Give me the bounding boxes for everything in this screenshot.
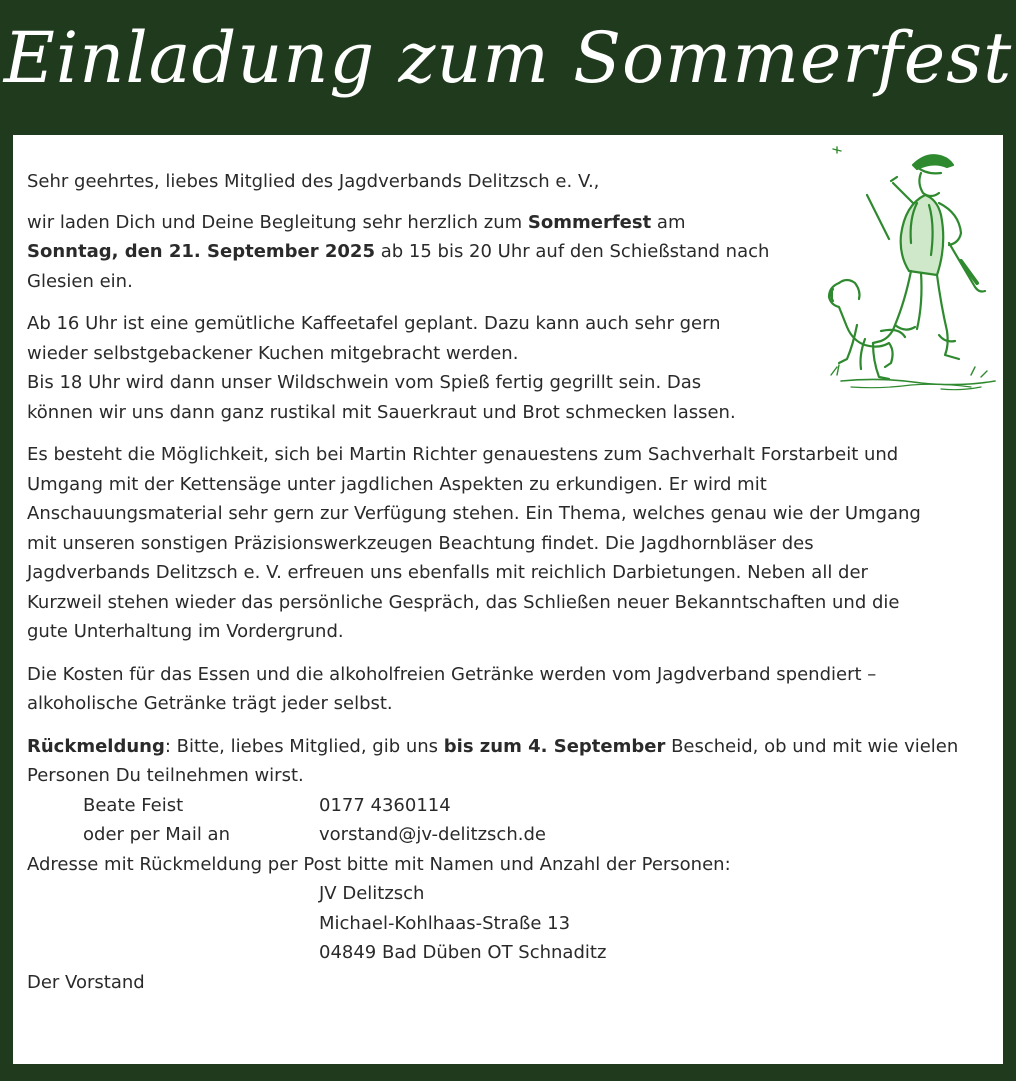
contact-phone[interactable]: 0177 4360114: [319, 794, 451, 816]
rsvp-line-2: Personen Du teilnehmen wirst.: [27, 765, 304, 786]
intro-text: wir laden Dich und Deine Begleitung sehr herzlich zum: [27, 211, 528, 233]
letter-body: [27, 167, 999, 997]
intro-line-2: [27, 241, 769, 262]
program-line-1: Es besteht die Möglichkeit, sich bei Martin Richter genauestens zum Sachverhalt Forstarbeit und: [27, 444, 899, 465]
food-paragraph: [27, 309, 797, 427]
intro-paragraph: [27, 208, 797, 297]
post-note: Adresse mit Rückmeldung per Post bitte mit Namen und Anzahl der Personen:: [27, 853, 731, 875]
rsvp-label: Rückmeldung: [27, 735, 165, 757]
costs-paragraph: [27, 660, 999, 719]
program-line-3: Anschauungsmaterial sehr gern zur Verfügung stehen. Ein Thema, welches genau wie der Umgang: [27, 503, 921, 524]
contact-mail-row: [27, 820, 999, 850]
rsvp-section: [27, 732, 999, 998]
rsvp-text: : Bitte, liebes Mitglied, gib uns: [164, 735, 444, 757]
food-line-3: Bis 18 Uhr wird dann unser Wildschwein vom Spieß fertig gegrillt sein. Das: [27, 372, 702, 393]
intro-line-3: Glesien ein.: [27, 270, 133, 292]
food-line-4: können wir uns dann ganz rustikal mit Sauerkraut und Brot schmecken lassen.: [27, 401, 736, 423]
program-line-2: Umgang mit der Kettensäge unter jagdlichen Aspekten zu erkundigen. Er wird mit: [27, 473, 767, 495]
rsvp-deadline: bis zum 4. September: [443, 735, 666, 757]
contact-email[interactable]: vorstand@jv-delitzsch.de: [319, 824, 546, 845]
costs-line-2: alkoholische Getränke trägt jeder selbst.: [27, 693, 393, 714]
contact-name: Beate Feist: [83, 794, 184, 816]
costs-line-1: Die Kosten für das Essen und die alkoholfreien Getränke werden vom Jagdverband spendiert –: [27, 663, 877, 685]
letter-sheet: [13, 135, 1003, 1064]
intro-line-1: [27, 212, 686, 233]
program-line-5: Jagdverbands Delitzsch e. V. erfreuen uns ebenfalls mit reichlich Darbietungen. Neben all der: [27, 562, 868, 583]
address-line-2: Michael-Kohlhaas-Straße 13: [319, 912, 571, 934]
address-line-3: 04849 Bad Düben OT Schnaditz: [319, 942, 607, 963]
food-line-1: Ab 16 Uhr ist eine gemütliche Kaffeetafel geplant. Dazu kann auch sehr gern: [27, 313, 721, 334]
intro-text-end: am: [651, 211, 686, 233]
program-line-4: mit unseren sonstigen Präzisionswerkzeugen Beachtung findet. Die Jagdhornbläser des: [27, 532, 814, 554]
signature: Der Vorstand: [27, 971, 145, 993]
event-time-place: ab 15 bis 20 Uhr auf den Schießstand nach: [375, 241, 770, 262]
salutation: Sehr geehrtes, liebes Mitglied des Jagdverbands Delitzsch e. V.,: [27, 171, 600, 192]
food-line-2: wieder selbstgebackener Kuchen mitgebracht werden.: [27, 342, 519, 364]
program-line-7: gute Unterhaltung im Vordergrund.: [27, 621, 344, 642]
header-band: [0, 0, 1016, 128]
page-title: Einladung zum Sommerfest: [3, 17, 1013, 99]
mail-label: oder per Mail an: [83, 824, 230, 845]
contact-phone-row: [27, 791, 999, 821]
program-line-6: Kurzweil stehen wieder das persönliche Gespräch, das Schließen neuer Bekanntschaften und die: [27, 591, 900, 613]
program-paragraph: [27, 440, 999, 647]
event-name: Sommerfest: [527, 211, 652, 233]
rsvp-line-1: [27, 732, 999, 762]
rsvp-text-end: Bescheid, ob und mit wie vielen: [665, 735, 959, 757]
address-line-1: JV Delitzsch: [319, 883, 425, 904]
event-date: Sonntag, den 21. September 2025: [27, 241, 375, 262]
